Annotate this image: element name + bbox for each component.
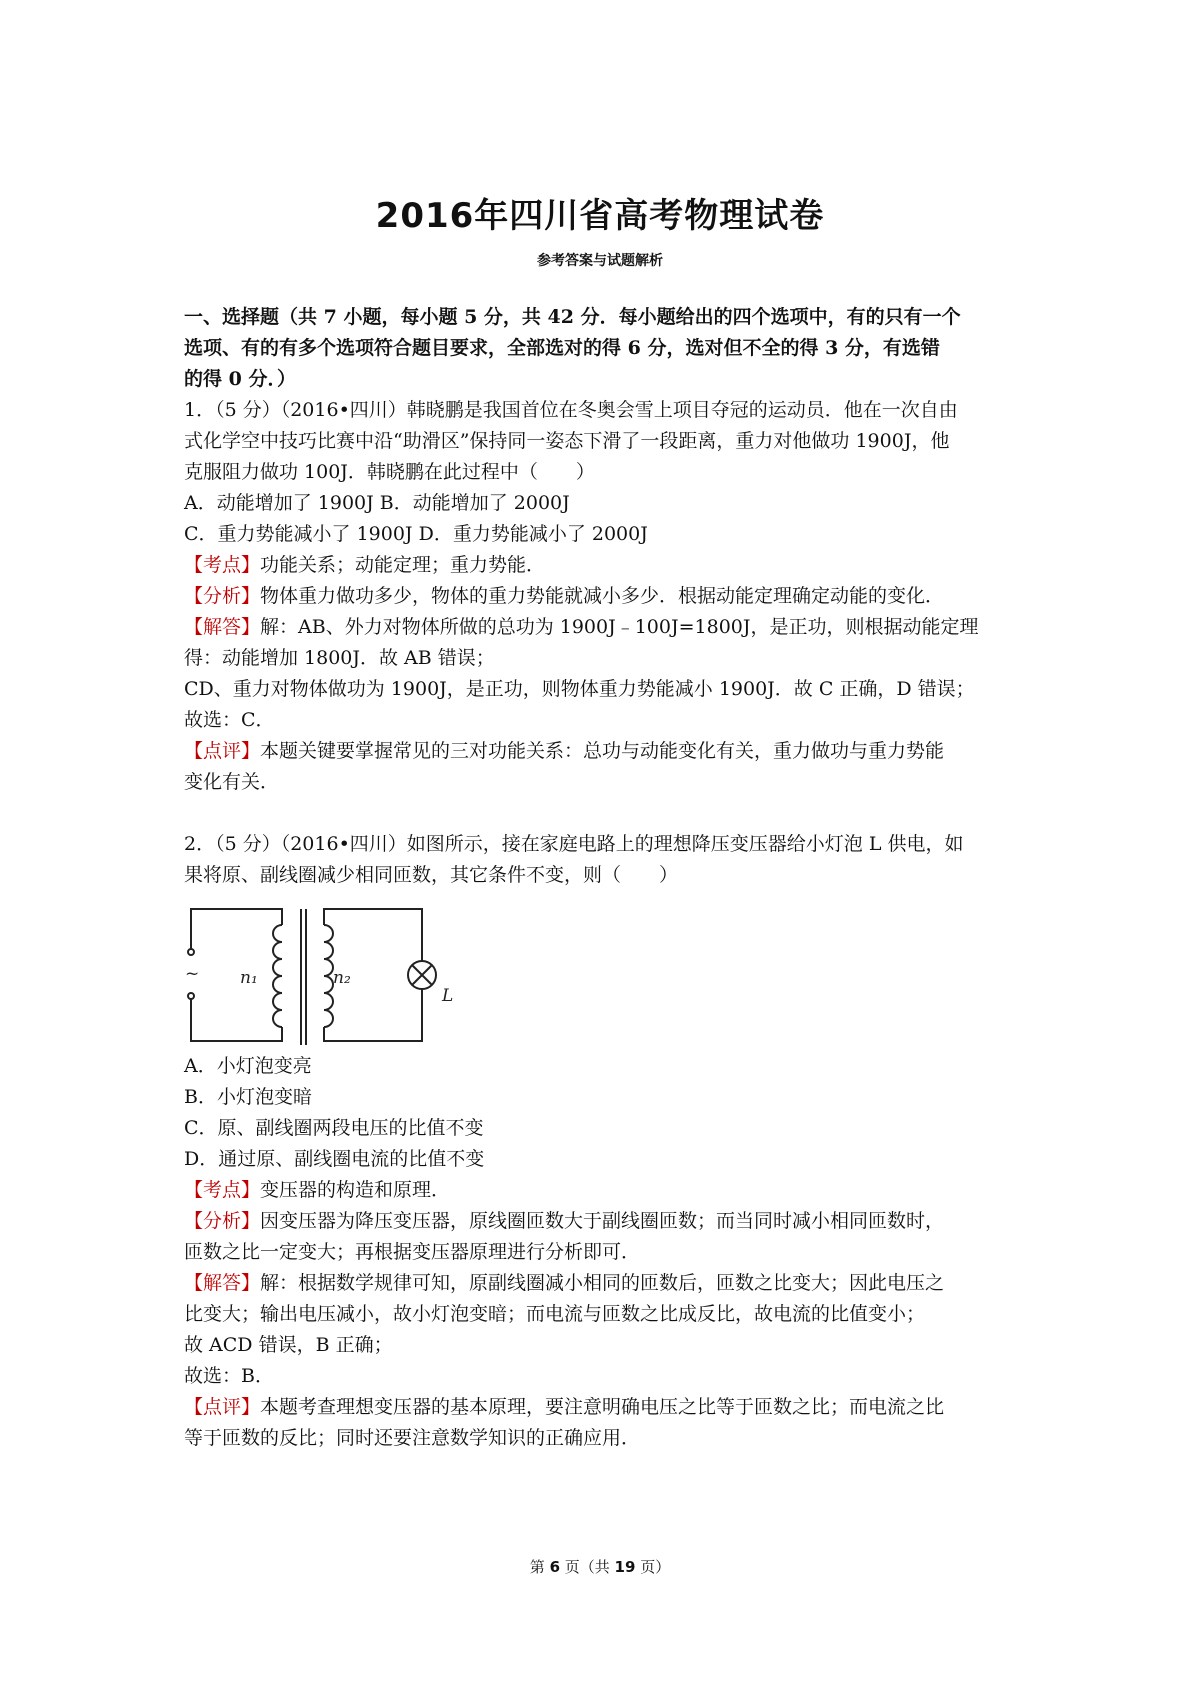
jieda-line: 故选：B． bbox=[184, 1365, 274, 1387]
footer-page-number: 6 bbox=[549, 1558, 560, 1576]
dianping-tag: 【点评】 bbox=[184, 740, 261, 762]
question-stem-line: 克服阻力做功 100J．韩晓鹏在此过程中（ ） bbox=[184, 461, 595, 483]
question-2 bbox=[184, 829, 1024, 1454]
jieda-tag: 【解答】 bbox=[184, 1272, 261, 1294]
fenxi-line: 匝数之比一定变大；再根据变压器原理进行分析即可． bbox=[184, 1241, 641, 1263]
fenxi-tag: 【分析】 bbox=[184, 585, 261, 607]
document-body bbox=[184, 302, 1024, 1454]
option-line: D．通过原、副线圈电流的比值不变 bbox=[184, 1148, 485, 1170]
question-stem-line: 2．（5 分）（2016•四川）如图所示，接在家庭电路上的理想降压变压器给小灯泡 L 供电，如 bbox=[184, 833, 964, 855]
jieda-line: 得：动能增加 1800J．故 AB 错误； bbox=[184, 647, 495, 669]
coil-n2-label: n₂ bbox=[333, 968, 351, 988]
kaodian-line bbox=[184, 1175, 1024, 1206]
transformer-circuit-diagram bbox=[184, 905, 484, 1047]
footer-total-pages: 19 bbox=[614, 1558, 636, 1576]
question-1 bbox=[184, 395, 1024, 798]
dianping-text: 本题关键要掌握常见的三对功能关系：总功与动能变化有关，重力做功与重力势能 bbox=[260, 740, 945, 762]
section-heading-line: 选项、有的有多个选项符合题目要求，全部选对的得 6 分，选对但不全的得 3 分，有选错 bbox=[184, 337, 940, 359]
dianping-line: 变化有关． bbox=[184, 771, 280, 793]
fenxi-text: 物体重力做功多少，物体的重力势能就减小多少．根据动能定理确定动能的变化． bbox=[260, 585, 945, 607]
dianping-line bbox=[184, 1392, 1024, 1423]
fenxi-tag: 【分析】 bbox=[184, 1210, 261, 1232]
fenxi-line bbox=[184, 1206, 1024, 1237]
footer-prefix: 第 bbox=[529, 1558, 550, 1576]
question-stem-line: 1．（5 分）（2016•四川）韩晓鹏是我国首位在冬奥会雪上项目夺冠的运动员．他在一次自由 bbox=[184, 399, 958, 421]
question-stem-line: 式化学空中技巧比赛中沿“助滑区”保持同一姿态下滑了一段距离，重力对他做功 1900J，他 bbox=[184, 430, 950, 452]
jieda-text: 解：AB、外力对物体所做的总功为 1900J﹣100J=1800J，是正功，则根据动能定理 bbox=[260, 616, 979, 638]
kaodian-tag: 【考点】 bbox=[184, 554, 261, 576]
page-footer bbox=[0, 1556, 1200, 1577]
option-line: A．动能增加了 1900J B．动能增加了 2000J bbox=[184, 492, 570, 514]
jieda-line: CD、重力对物体做功为 1900J，是正功，则物体重力势能减小 1900J．故 C 正确，D 错误； bbox=[184, 678, 975, 700]
footer-mid: 页（共 bbox=[560, 1558, 615, 1576]
spacer bbox=[184, 891, 1024, 905]
kaodian-text: 变压器的构造和原理． bbox=[260, 1179, 451, 1201]
kaodian-line bbox=[184, 550, 1024, 581]
lamp-label: L bbox=[442, 986, 454, 1006]
footer-suffix: 页） bbox=[635, 1558, 671, 1576]
fenxi-line bbox=[184, 581, 1024, 612]
spacer bbox=[184, 798, 1024, 829]
option-line: C．重力势能减小了 1900J D．重力势能减小了 2000J bbox=[184, 523, 648, 545]
dianping-text: 本题考查理想变压器的基本原理，要注意明确电压之比等于匝数之比；而电流之比 bbox=[260, 1396, 945, 1418]
ac-source-symbol: ~ bbox=[185, 964, 200, 984]
jieda-line bbox=[184, 612, 1024, 643]
dianping-line: 等于匝数的反比；同时还要注意数学知识的正确应用． bbox=[184, 1427, 641, 1449]
section-heading bbox=[184, 302, 1024, 395]
option-line: B．小灯泡变暗 bbox=[184, 1086, 312, 1108]
option-line: A．小灯泡变亮 bbox=[184, 1055, 312, 1077]
option-line: C．原、副线圈两段电压的比值不变 bbox=[184, 1117, 484, 1139]
section-heading-line: 一、选择题（共 7 小题，每小题 5 分，共 42 分．每小题给出的四个选项中，有的只有一个 bbox=[184, 306, 961, 328]
page-title: 2016年四川省高考物理试卷 bbox=[375, 196, 825, 236]
jieda-text: 解：根据数学规律可知，原副线圈减小相同的匝数后，匝数之比变大；因此电压之 bbox=[260, 1272, 945, 1294]
kaodian-tag: 【考点】 bbox=[184, 1179, 261, 1201]
dianping-tag: 【点评】 bbox=[184, 1396, 261, 1418]
jieda-tag: 【解答】 bbox=[184, 616, 261, 638]
question-stem-line: 果将原、副线圈减少相同匝数，其它条件不变，则（ ） bbox=[184, 864, 679, 886]
fenxi-text: 因变压器为降压变压器，原线圈匝数大于副线圈匝数；而当同时减小相同匝数时， bbox=[260, 1210, 945, 1232]
jieda-line bbox=[184, 1268, 1024, 1299]
jieda-line: 故选：C． bbox=[184, 709, 275, 731]
kaodian-text: 功能关系；动能定理；重力势能． bbox=[260, 554, 546, 576]
coil-n1-label: n₁ bbox=[240, 968, 258, 988]
dianping-line bbox=[184, 736, 1024, 767]
jieda-line: 故 ACD 错误，B 正确； bbox=[184, 1334, 393, 1356]
page-subtitle: 参考答案与试题解析 bbox=[537, 253, 663, 269]
section-heading-line: 的得 0 分．） bbox=[184, 368, 296, 390]
jieda-line: 比变大；输出电压减小，故小灯泡变暗；而电流与匝数之比成反比，故电流的比值变小； bbox=[184, 1303, 926, 1325]
